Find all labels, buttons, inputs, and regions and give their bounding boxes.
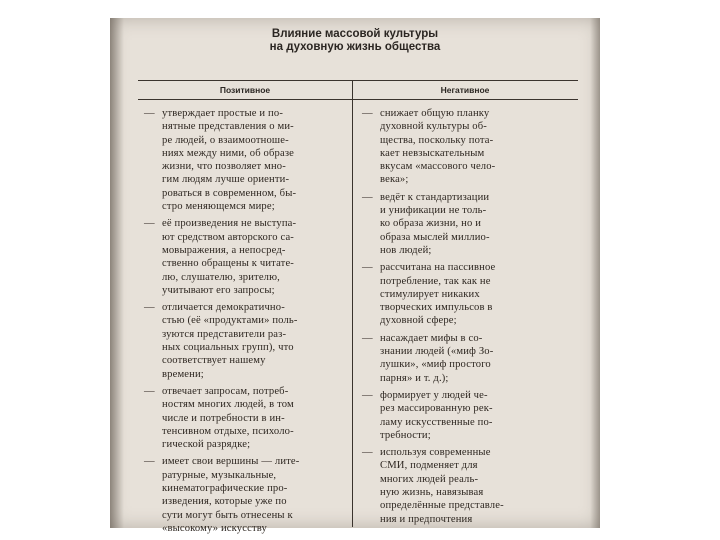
list-item: — её произведения не выступа- ют средством авторского са- мовыражения, а непосред- ственно обращены к читате- лю, слушателю, зрителю, учитывают его запросы; [142,217,348,297]
list-item: — имеет свои вершины — лите- ратурные, музыкальные, кинематографические про- изведения, которые уже по сути могут быть отнесены к «высокому» искусству [142,455,348,535]
negative-column [360,107,572,530]
list-item: — снижает общую планку духовной культуры об- щества, поскольку пота- кает невзыскательным вкусам «массового чело- века»; [360,107,572,187]
list-item: — ведёт к стандартизации и унификации не толь- ко образа жизни, но и образа мыслей миллио- нов людей; [360,191,572,257]
list-item: — насаждает мифы в со- знании людей («миф Зо- лушки», «миф простого парня» и т. д.); [360,332,572,385]
title-line-1: Влияние массовой культуры [271,28,439,40]
list-item: — отвечает запросам, потреб- ностям многих людей, в том числе и потребности в ин- тенсивном отдыхе, психоло- гической разрядке; [142,385,348,451]
list-item: — используя современные СМИ, подменяет для многих людей реаль- ную жизнь, навязывая определённые представле- ния и предпочтения [360,446,572,526]
list-item: — отличается демократично- стью (её «продуктами» поль- зуются представители раз- ных социальных групп), что соответствует нашему времени; [142,301,348,381]
column-header-positive: Позитивное [138,81,352,100]
scanned-page [110,18,600,534]
page-title [110,28,600,54]
comparison-table [138,80,578,534]
list-item: — формирует у людей че- рез массированную рек- ламу искусственные по- требности; [360,389,572,442]
column-divider [352,81,353,527]
title-line-2: на духовную жизнь общества [269,41,441,53]
list-item: — рассчитана на пассивное потребление, так как не стимулирует никаких творческих импульсов в духовной сфере; [360,261,572,327]
list-item: — утверждает простые и по- нятные представления о ми- ре людей, о взаимоотноше- ниях между ними, об образе жизни, что позволяет мно- гим людям лучше ориенти- роваться в современном, бы- стро меняющемся мире; [142,107,348,213]
column-header-negative: Негативное [352,81,578,100]
positive-column [142,107,348,539]
